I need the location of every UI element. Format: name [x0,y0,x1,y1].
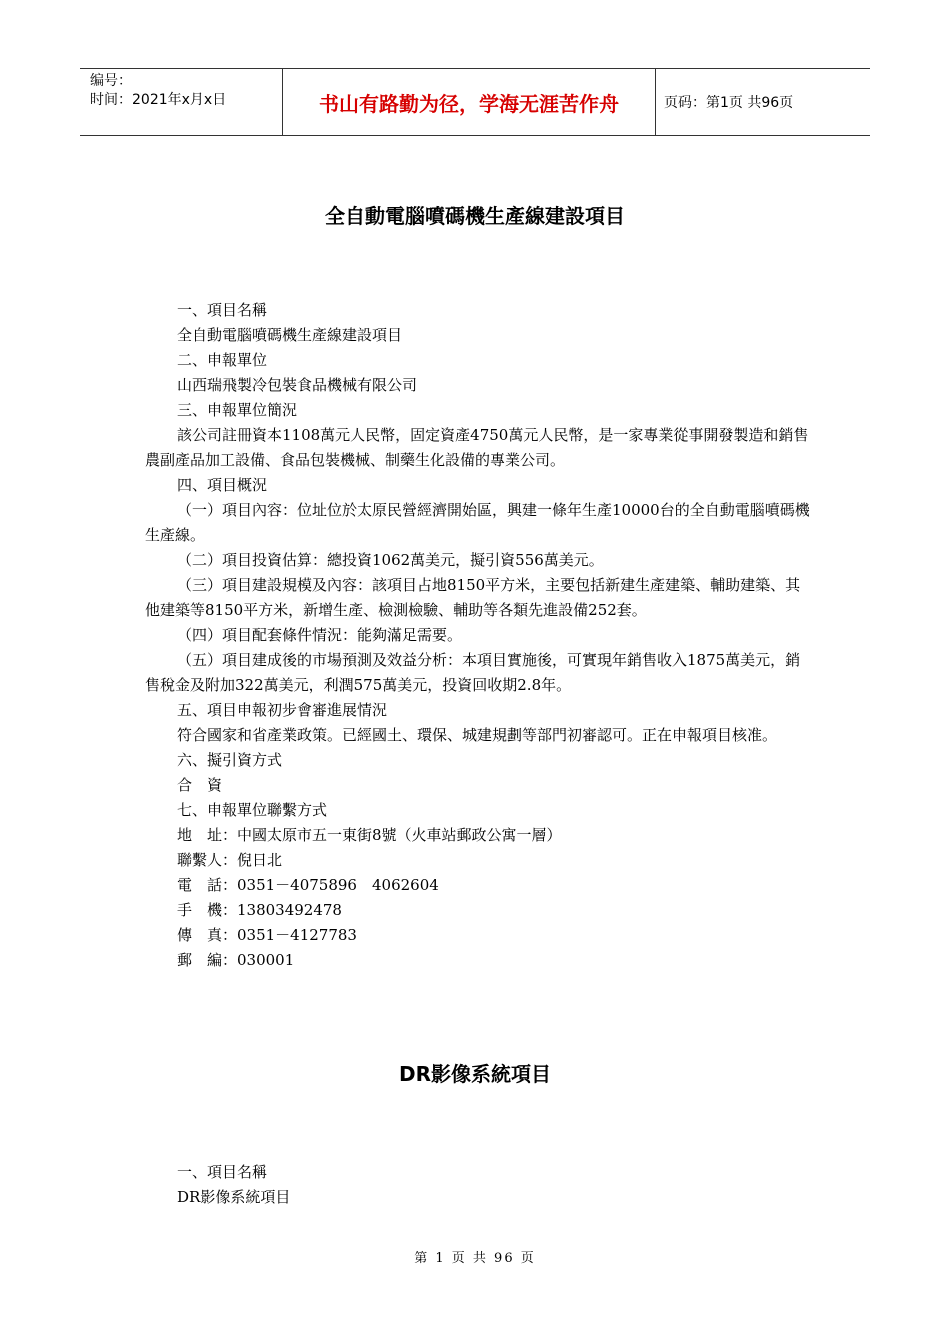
paragraph: （三）項目建設規模及內容：該項目占地8150平方米，主要包括新建生產建築、輔助建築、其他建築等8150平方米，新增生產、檢測檢驗、輔助等各類先進設備252套。 [145,576,801,619]
paragraph: （二）項目投資估算：總投資1062萬美元，擬引資556萬美元。 [177,551,604,569]
paragraph: 五、項目申報初步會審進展情況 [177,701,388,719]
section-title: 全自動電腦噴碼機生產線建設項目 [325,204,625,228]
paragraph: 合 資 [177,776,223,794]
paragraph: 全自動電腦噴碼機生產線建設項目 [177,326,403,344]
page-footer: 第 1 页 共 96 页 [414,1251,536,1266]
paragraph: 山西瑞飛製冷包裝食品機械有限公司 [177,376,418,394]
paragraph: 一、項目名稱 [177,301,268,319]
section-body [145,298,810,973]
section-title: DR影像系統項目 [398,1062,551,1086]
document-code-label: 编号： [90,73,132,89]
paragraph: 二、申報單位 [177,351,268,369]
paragraph: （五）項目建成後的市場預測及效益分析：本項目實施後，可實現年銷售收入1875萬美元，銷售稅金及附加322萬美元，利潤575萬美元，投資回收期2.8年。 [145,651,801,694]
paragraph: 符合國家和省產業政策。已經國土、環保、城建規劃等部門初審認可。正在申報項目核准。 [177,726,778,744]
header-divider [655,69,656,135]
header-page-info: 页码：第1页 共96页 [664,95,794,111]
paragraph: 地 址：中國太原市五一東街8號（火車站郵政公寓一層） [177,826,562,844]
paragraph: 三、申報單位簡況 [177,401,298,419]
paragraph: 六、擬引資方式 [177,751,283,769]
paragraph: （一）項目內容：位址位於太原民營經濟開始區，興建一條年生產10000台的全自動電腦噴碼機生產線。 [145,501,810,544]
paragraph: 一、項目名稱 [177,1163,268,1181]
paragraph: 電 話：0351－4075896 4062604 [177,876,439,894]
paragraph: 手 機：13803492478 [177,901,342,919]
paragraph: 該公司註冊資本1108萬元人民幣，固定資產4750萬元人民幣，是一家專業從事開發製造和銷售農副產品加工設備、食品包裝機械、制藥生化設備的專業公司。 [145,426,809,469]
paragraph: 七、申報單位聯繫方式 [177,801,328,819]
paragraph: 郵 編：030001 [177,951,295,969]
paragraph: 傳 真：0351－4127783 [177,926,357,944]
document-time: 时间：2021年x月x日 [90,92,227,108]
paragraph: （四）項目配套條件情況：能夠滿足需要。 [177,626,463,644]
page-header [80,68,870,136]
header-motto: 书山有路勤为径，学海无涯苦作舟 [319,91,619,116]
paragraph: DR影像系統項目 [177,1188,291,1206]
section-body [145,1160,810,1210]
paragraph: 聯繫人：倪日北 [177,851,283,869]
paragraph: 四、項目概況 [177,476,268,494]
header-meta [90,72,280,110]
